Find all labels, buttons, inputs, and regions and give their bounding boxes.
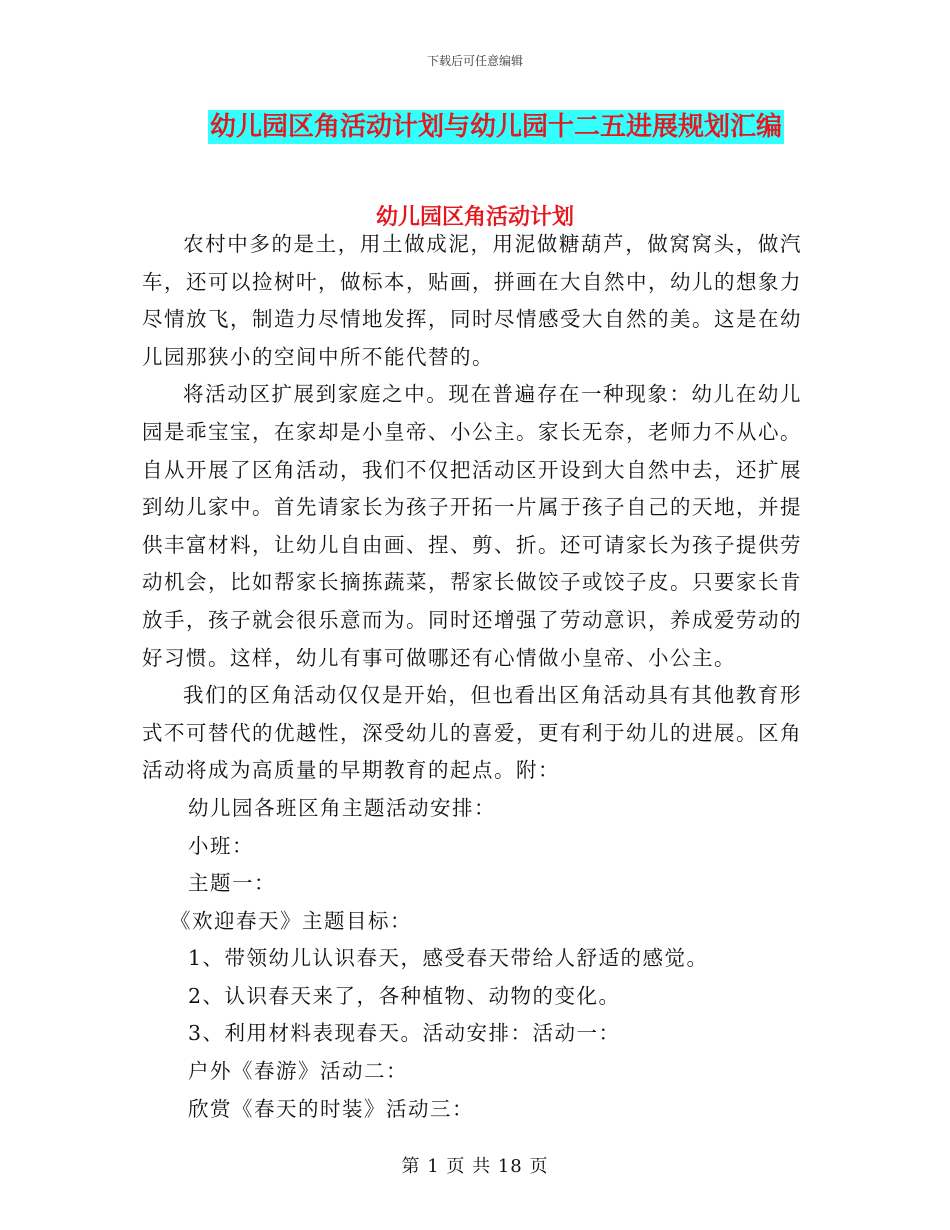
paragraph: 农村中多的是土，用土做成泥，用泥做糖葫芦，做窝窝头，做汽车，还可以捡树叶，做标本，贴画，拼画在大自然中，幼儿的想象力尽情放飞，制造力尽情地发挥，同时尽情感受大自然的美。这是在幼儿园那狭小的空间中所不能代替的。 [142,232,802,369]
text-line: 主题一： [188,871,276,896]
text-line: 《欢迎春天》主题目标： [170,908,412,933]
paragraph: 我们的区角活动仅仅是开始，但也看出区角活动具有其他教育形式不可替代的优越性，深受幼儿的喜爱，更有利于幼儿的进展。区角活动将成为高质量的早期教育的起点。附： [142,683,802,783]
document-body [142,226,802,1128]
text-line: 小班： [188,833,254,858]
header-note: 下载后可任意编辑 [426,54,523,68]
text-line: 1、带领幼儿认识春天，感受春天带给人舒适的感觉。 [188,946,709,971]
text-line: 3、利用材料表现春天。活动安排：活动一： [188,1021,621,1046]
document-title: 幼儿园区角活动计划与幼儿园十二五进展规划汇编 [210,112,783,142]
text-line: 户外《春游》活动二： [188,1059,408,1084]
text-line: 2、认识春天来了，各种植物、动物的变化。 [188,983,621,1008]
text-line: 幼儿园各班区角主题活动安排： [188,795,496,820]
paragraph: 将活动区扩展到家庭之中。现在普遍存在一种现象：幼儿在幼儿园是乖宝宝，在家却是小皇帝、小公主。家长无奈，老师力不从心。自从开展了区角活动，我们不仅把活动区开设到大自然中去，还扩展到幼儿家中。首先请家长为孩子开拓一片属于孩子自己的天地，并提供丰富材料，让幼儿自由画、捏、剪、折。还可请家长为孩子提供劳动机会，比如帮家长摘拣蔬菜，帮家长做饺子或饺子皮。只要家长肯放手，孩子就会很乐意而为。同时还增强了劳动意识，养成爱劳动的好习惯。这样，幼儿有事可做哪还有心情做小皇帝、小公主。 [142,382,802,670]
text-line: 欣赏《春天的时装》活动三： [188,1096,474,1121]
page-number-footer: 第 1 页 共 18 页 [401,1156,549,1177]
section-title: 幼儿园区角活动计划 [375,204,574,230]
